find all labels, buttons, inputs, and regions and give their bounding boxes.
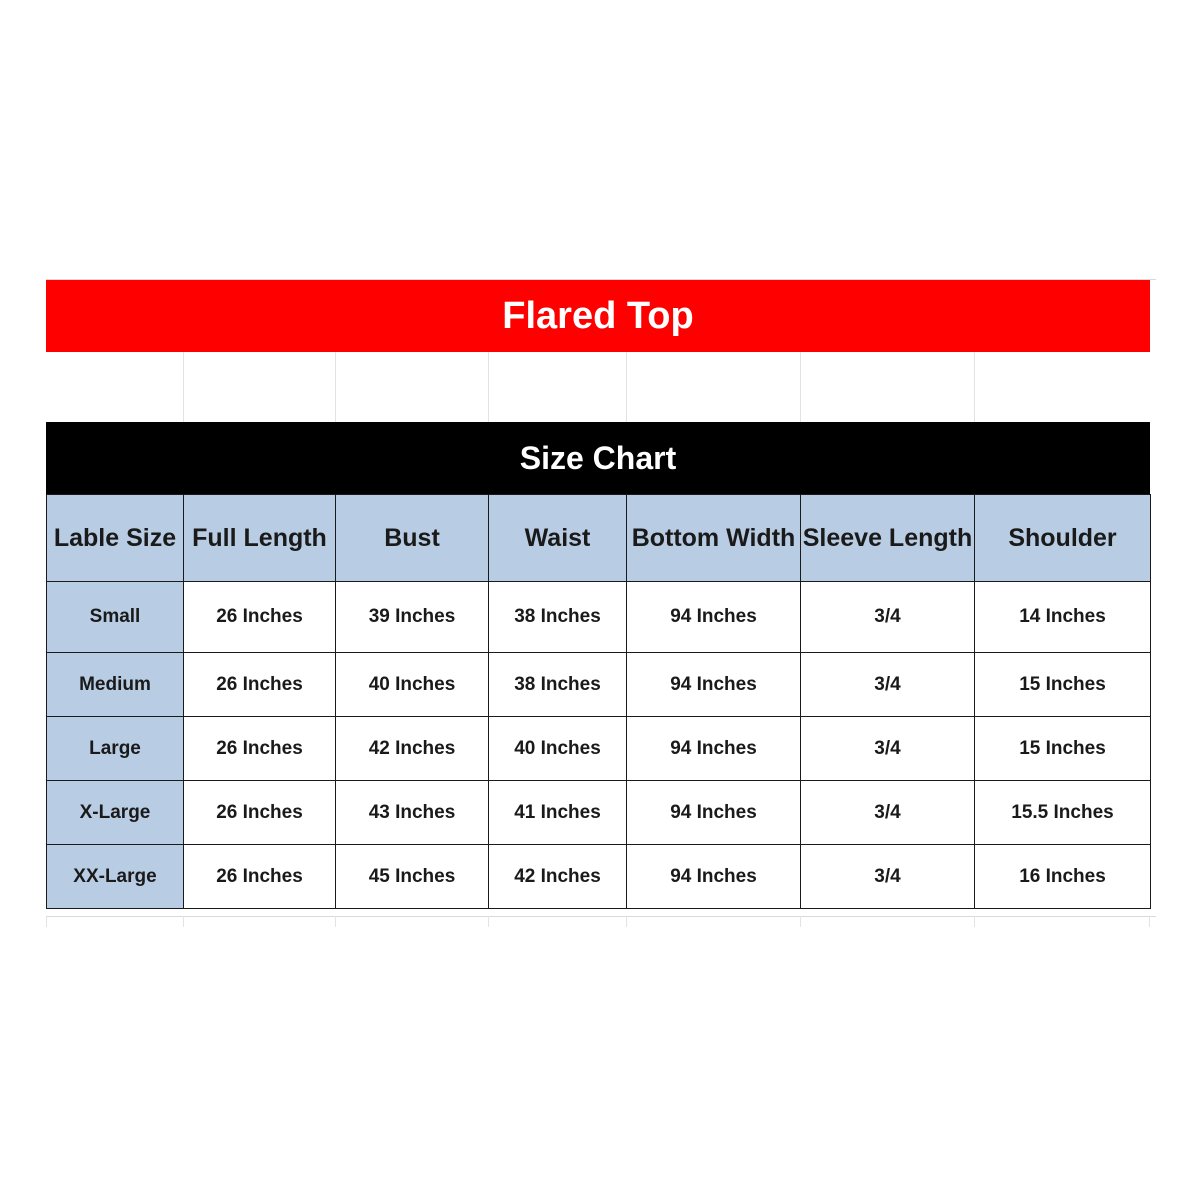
cell-gridline bbox=[800, 352, 801, 422]
table-cell: 43 Inches bbox=[336, 781, 489, 845]
table-cell: 45 Inches bbox=[336, 845, 489, 909]
table-cell: 94 Inches bbox=[627, 845, 801, 909]
column-header: Sleeve Length bbox=[801, 495, 975, 582]
table-cell: 94 Inches bbox=[627, 653, 801, 717]
cell-gridline bbox=[626, 352, 627, 422]
cell-gridline bbox=[335, 352, 336, 422]
sheet-bottom-gridline bbox=[46, 916, 1156, 917]
size-chart-sheet bbox=[46, 279, 1150, 927]
column-header: Bottom Width bbox=[627, 495, 801, 582]
cell-gridline bbox=[800, 916, 801, 927]
table-cell: 26 Inches bbox=[184, 582, 336, 653]
table-cell: 3/4 bbox=[801, 582, 975, 653]
cell-gridline bbox=[974, 916, 975, 927]
table-cell: 42 Inches bbox=[336, 717, 489, 781]
size-label-cell: Small bbox=[47, 582, 184, 653]
column-header: Lable Size bbox=[47, 495, 184, 582]
table-row bbox=[47, 781, 1151, 845]
table-row bbox=[47, 845, 1151, 909]
table-cell: 94 Inches bbox=[627, 582, 801, 653]
cell-gridline bbox=[1149, 916, 1150, 927]
cell-gridline bbox=[183, 352, 184, 422]
table-cell: 26 Inches bbox=[184, 653, 336, 717]
table-cell: 41 Inches bbox=[489, 781, 627, 845]
table-cell: 94 Inches bbox=[627, 781, 801, 845]
size-label-cell: Medium bbox=[47, 653, 184, 717]
cell-gridline bbox=[335, 916, 336, 927]
column-header: Bust bbox=[336, 495, 489, 582]
table-cell: 26 Inches bbox=[184, 781, 336, 845]
size-chart-heading: Size Chart bbox=[46, 422, 1150, 494]
table-row bbox=[47, 582, 1151, 653]
table-cell: 26 Inches bbox=[184, 717, 336, 781]
size-label-cell: X-Large bbox=[47, 781, 184, 845]
size-label-cell: Large bbox=[47, 717, 184, 781]
product-title: Flared Top bbox=[46, 280, 1150, 352]
table-cell: 3/4 bbox=[801, 845, 975, 909]
cell-gridline bbox=[488, 352, 489, 422]
cell-gridline bbox=[974, 352, 975, 422]
table-cell: 42 Inches bbox=[489, 845, 627, 909]
table-cell: 3/4 bbox=[801, 717, 975, 781]
table-row bbox=[47, 653, 1151, 717]
table-cell: 14 Inches bbox=[975, 582, 1151, 653]
table-cell: 15 Inches bbox=[975, 653, 1151, 717]
cell-gridline bbox=[626, 916, 627, 927]
table-row bbox=[47, 717, 1151, 781]
column-header: Full Length bbox=[184, 495, 336, 582]
table-cell: 15 Inches bbox=[975, 717, 1151, 781]
table-header-row bbox=[47, 495, 1151, 582]
table-cell: 40 Inches bbox=[489, 717, 627, 781]
table-cell: 15.5 Inches bbox=[975, 781, 1151, 845]
cell-gridline bbox=[488, 916, 489, 927]
table-cell: 38 Inches bbox=[489, 653, 627, 717]
size-label-cell: XX-Large bbox=[47, 845, 184, 909]
table-cell: 3/4 bbox=[801, 653, 975, 717]
table-cell: 38 Inches bbox=[489, 582, 627, 653]
cell-gridline bbox=[183, 916, 184, 927]
column-header: Shoulder bbox=[975, 495, 1151, 582]
table-cell: 39 Inches bbox=[336, 582, 489, 653]
table-cell: 3/4 bbox=[801, 781, 975, 845]
column-header: Waist bbox=[489, 495, 627, 582]
empty-spreadsheet-row bbox=[46, 352, 1150, 422]
table-cell: 94 Inches bbox=[627, 717, 801, 781]
cell-gridline bbox=[46, 916, 47, 927]
table-cell: 26 Inches bbox=[184, 845, 336, 909]
table-cell: 16 Inches bbox=[975, 845, 1151, 909]
size-table bbox=[46, 494, 1151, 909]
table-cell: 40 Inches bbox=[336, 653, 489, 717]
